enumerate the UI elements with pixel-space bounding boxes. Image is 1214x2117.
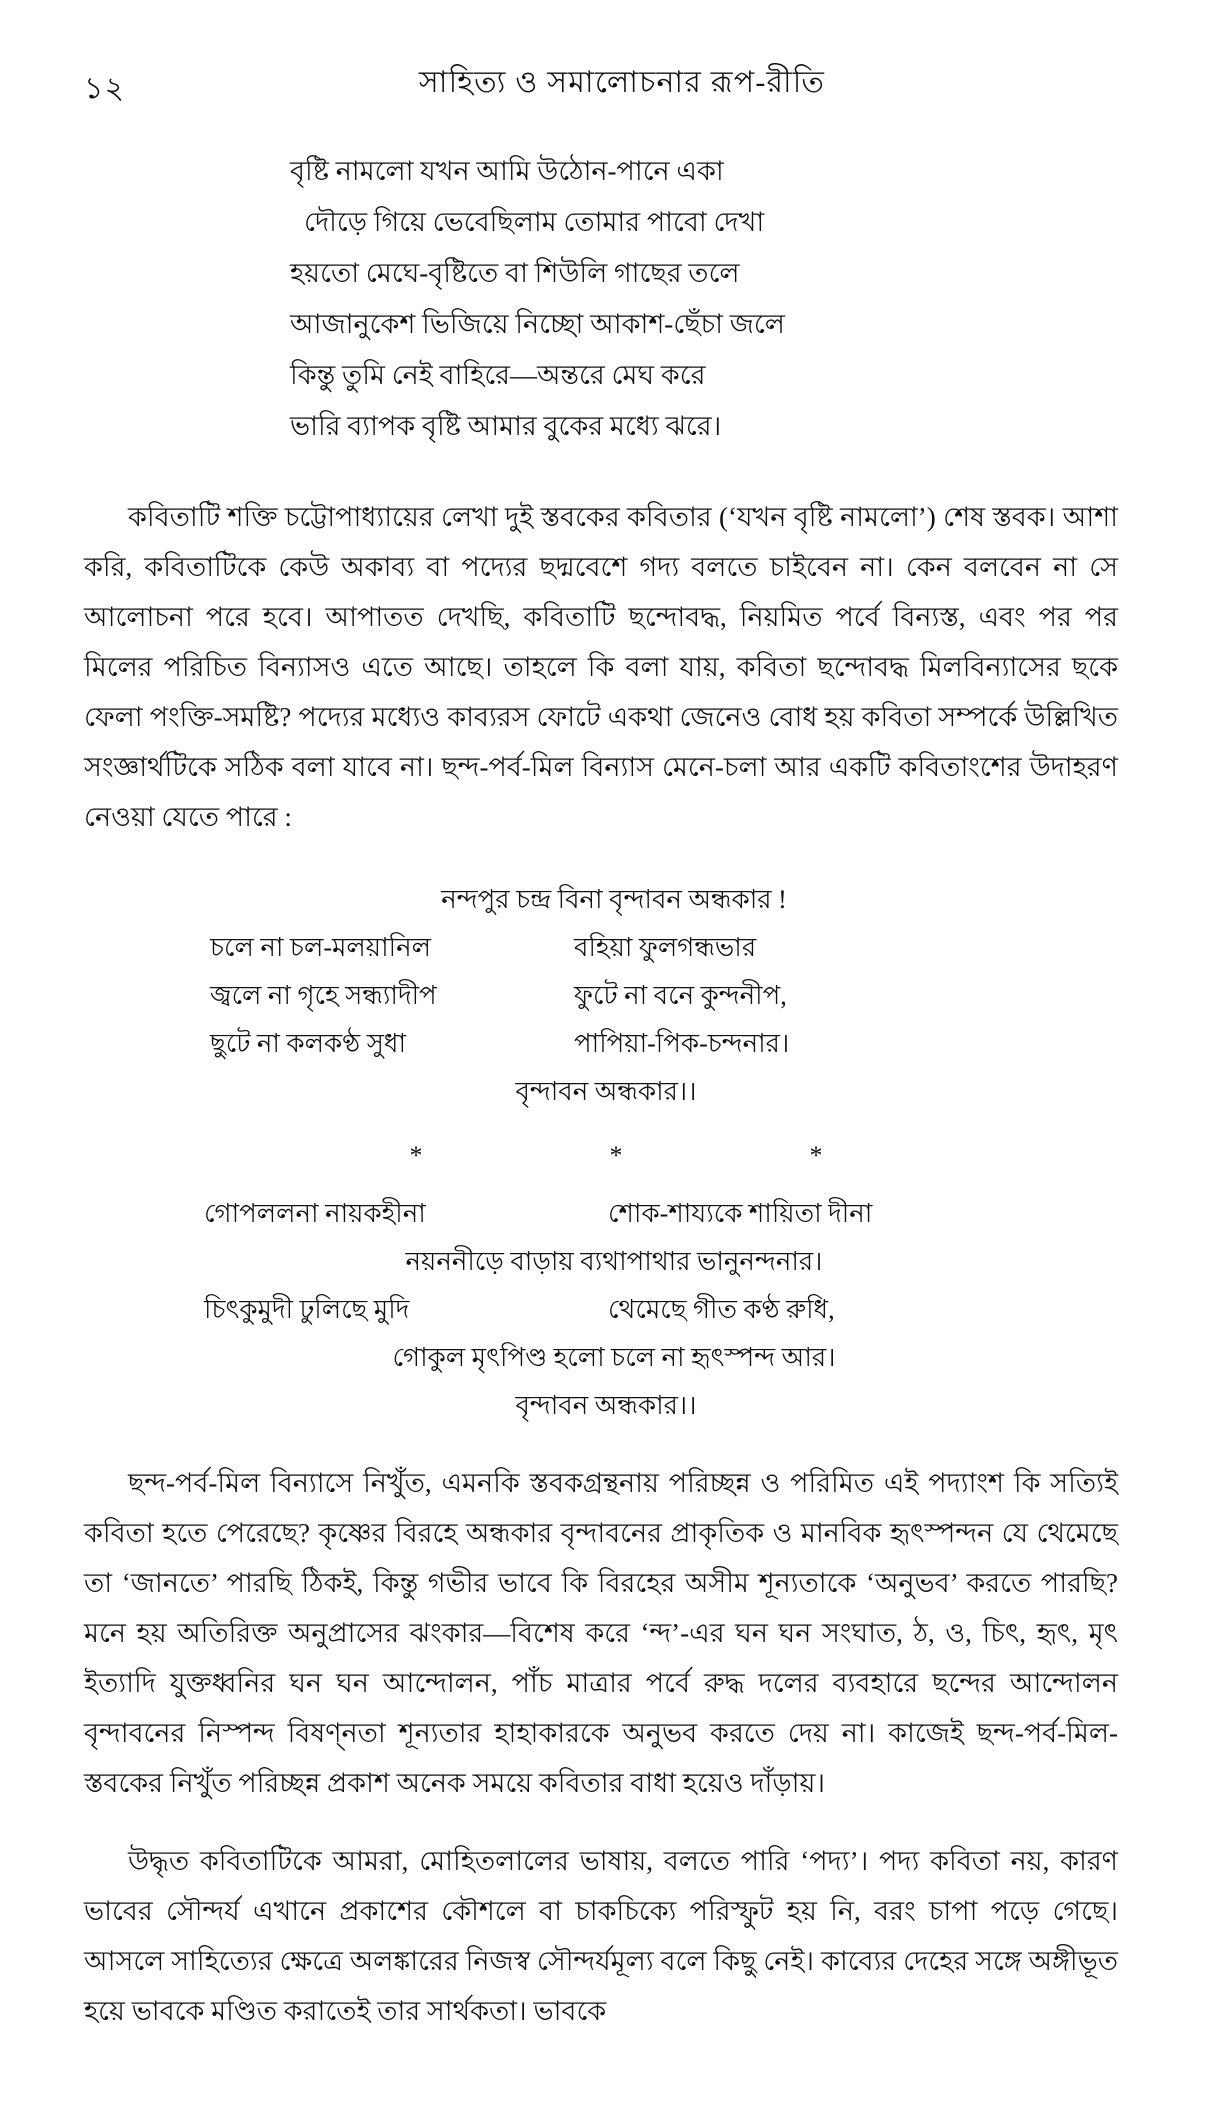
- body-paragraph-2: ছন্দ-পর্ব-মিল বিন্যাসে নিখুঁত, এমনকি স্তবকগ্রন্থনায় পরিচ্ছন্ন ও পরিমিত এই পদ্যাংশ কি সত্যিই কবিতা হতে পেরেছে? কৃষ্ণের বিরহে অন্ধকার বৃন্দাবনের প্রাকৃতিক ও মানবিক হৃৎস্পন্দন যে থেমেছে তা ‘জানতে’ পারছি ঠিকই, কিন্তু গভীর ভাবে কি বিরহের অসীম শূন্যতাকে ‘অনুভব’ করতে পারছি? মনে হয় অতিরিক্ত অনুপ্রাসের ঝংকার—বিশেষ করে ‘ন্দ’-এর ঘন ঘন সংঘাত, ঠ, ও, চিৎ, হৃৎ, মৃৎ ইত্যাদি যুক্তধ্বনির ঘন ঘন আন্দোলন, পাঁচ মাত্রার পর্বে রুদ্ধ দলের ব্যবহারে ছন্দের আন্দোলন বৃন্দাবনের নিস্পন্দ বিষণ্নতা শূন্যতার হাহাকারকে অনুভব করতে দেয় না। কাজেই ছন্দ-পর্ব-মিল-স্তবকের নিখুঁত পরিচ্ছন্ন প্রকাশ অনেক সময়ে কবিতার বাধা হয়েও দাঁড়ায়।: [84, 1468, 1118, 1798]
- song-row-right: শোক-শায্যকে শায়িতা দীনা: [608, 1199, 873, 1228]
- song-row-left: ছুটে না কলকণ্ঠ সুধা: [210, 1029, 406, 1058]
- song-middle-line-2: গোকুল মৃৎপিণ্ড হলো চলে না হৃৎস্পন্দ আর।: [392, 1343, 836, 1372]
- song-row-left: জ্বলে না গৃহে সন্ধ্যাদীপ: [210, 981, 437, 1010]
- quoted-poem-top: [0, 146, 1214, 452]
- song-row-right: বহিয়া ফুলগন্ধভার: [574, 933, 757, 962]
- verse-line: ভারি ব্যাপক বৃষ্টি আমার বুকের মধ্যে ঝরে।: [290, 411, 722, 441]
- verse-line: আজানুকেশ ভিজিয়ে নিচ্ছো আকাশ-ছেঁচা জলে: [290, 309, 785, 339]
- page-number: ১২: [84, 72, 125, 105]
- page-header: [0, 54, 1214, 124]
- song-row: [84, 1286, 1118, 1334]
- song-row-left: চিৎকুমুদী ঢুলিছে মুদি: [204, 1295, 410, 1324]
- song-row-right: থেমেছে গীত কণ্ঠ রুধি,: [608, 1295, 835, 1324]
- song-row: [84, 1190, 1118, 1238]
- section-separator-stars: [84, 1132, 1118, 1180]
- running-title: সাহিত্য ও সমালোচনার রূপ-রীতি: [418, 66, 826, 99]
- song-row-right: পাপিয়া-পিক-চন্দনার।: [574, 1029, 790, 1058]
- song-row-left: গোপললনা নায়কহীনা: [204, 1199, 426, 1228]
- document-page: [0, 54, 1214, 2117]
- asterisk-icon: *: [809, 1141, 823, 1170]
- verse-line: দৌড়ে গিয়ে ভেবেছিলাম তোমার পাবো দেখা: [304, 207, 765, 237]
- song-middle-line-1: নয়ননীড়ে বাড়ায় ব্যথাপাথার ভানুনন্দনার।: [405, 1247, 823, 1276]
- verse-line: হয়তো মেঘে-বৃষ্টিতে বা শিউলি গাছের তলে: [290, 258, 740, 288]
- body-paragraph-3: উদ্ধৃত কবিতাটিকে আমরা, মোহিতলালের ভাষায়, বলতে পারি ‘পদ্য’। পদ্য কবিতা নয়, কারণ ভাবের সৌন্দর্য এখানে প্রকাশের কৌশলে বা চাকচিক্যে পরিস্ফুট হয় নি, বরং চাপা পড়ে গেছে। আসলে সাহিত্যের ক্ষেত্রে অলঙ্কারের নিজস্ব সৌন্দর্যমূল্য বলে কিছু নেই। কাব্যের দেহের সঙ্গে অঙ্গীভূত হয়ে ভাবকে মণ্ডিত করাতেই তার সার্থকতা। ভাবকে: [84, 1846, 1118, 2026]
- song-row: [84, 924, 1118, 972]
- asterisk-icon: *: [409, 1141, 423, 1170]
- song-refrain-1: বৃন্দাবন অন্ধকার।।: [515, 1077, 697, 1106]
- verse-line: কিন্তু তুমি নেই বাহিরে—অন্তরে মেঘ করে: [290, 360, 706, 390]
- verse-line: বৃষ্টি নামলো যখন আমি উঠোন-পানে একা: [290, 156, 724, 186]
- asterisk-icon: *: [609, 1141, 623, 1170]
- song-row-right: ফুটে না বনে কুন্দনীপ,: [574, 981, 787, 1010]
- song-row-left: চলে না চল-মলয়ানিল: [210, 933, 431, 962]
- quoted-song: [0, 876, 1214, 1430]
- song-opening-line: নন্দপুর চন্দ্র বিনা বৃন্দাবন অন্ধকার !: [441, 885, 787, 914]
- body-paragraph-1: কবিতাটি শক্তি চট্টোপাধ্যায়ের লেখা দুই স্তবকের কবিতার (‘যখন বৃষ্টি নামলো’) শেষ স্তবক। আশা করি, কবিতাটিকে কেউ অকাব্য বা পদ্যের ছদ্মবেশে গদ্য বলতে চাইবেন না। কেন বলবেন না সে আলোচনা পরে হবে। আপাতত দেখছি, কবিতাটি ছন্দোবদ্ধ, নিয়মিত পর্বে বিন্যস্ত, এবং পর পর মিলের পরিচিত বিন্যাসও এতে আছে। তাহলে কি বলা যায়, কবিতা ছন্দোবদ্ধ মিলবিন্যাসের ছকে ফেলা পংক্তি-সমষ্টি? পদ্যের মধ্যেও কাব্যরস ফোটে একথা জেনেও বোধ হয় কবিতা সম্পর্কে উল্লিখিত সংজ্ঞার্থটিকে সঠিক বলা যাবে না। ছন্দ-পর্ব-মিল বিন্যাস মেনে-চলা আর একটি কবিতাংশের উদাহরণ নেওয়া যেতে পারে :: [84, 502, 1118, 832]
- song-row: [84, 1020, 1118, 1068]
- song-refrain-2: বৃন্দাবন অন্ধকার।।: [515, 1391, 697, 1420]
- song-row: [84, 972, 1118, 1020]
